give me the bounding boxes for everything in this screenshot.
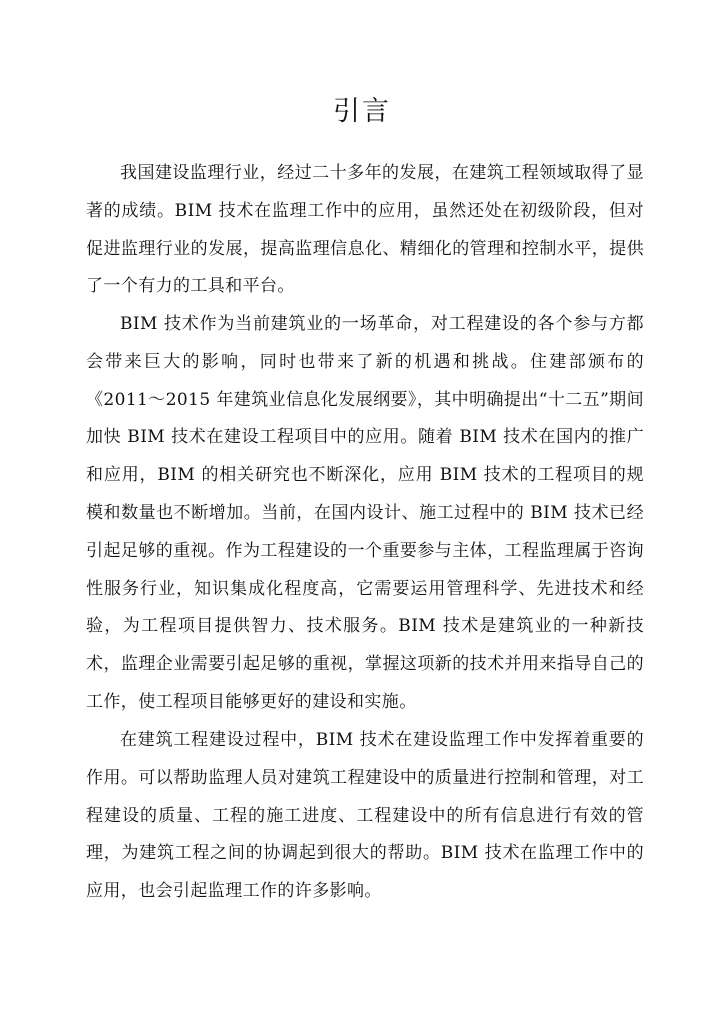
paragraph-1: 我国建设监理行业，经过二十多年的发展，在建筑工程领域取得了显著的成绩。BIM 技术在监理工作中的应用，虽然还处在初级阶段，但对促进监理行业的发展，提高监理信息化、精细化的管理和控制水平，提供了一个有力的工具和平台。 <box>86 163 644 297</box>
paragraph-3: 在建筑工程建设过程中，BIM 技术在建设监理工作中发挥着重要的作用。可以帮助监理人员对建筑工程建设中的质量进行控制和管理，对工程建设的质量、工程的施工进度、工程建设中的所有信息进行有效的管理，为建筑工程之间的协调起到很大的帮助。BIM 技术在监理工作中的应用，也会引起监理工作的许多影响。 <box>86 730 644 902</box>
paragraph-2: BIM 技术作为当前建筑业的一场革命，对工程建设的各个参与方都会带来巨大的影响，同时也带来了新的机遇和挑战。住建部颁布的《2011～2015 年建筑业信息化发展纲要》，其中明确提出“十二五”期间加快 BIM 技术在建设工程项目中的应用。随着 BIM 技术在国内的推广和应用，BIM 的相关研究也不断深化，应用 BIM 技术的工程项目的规模和数量也不断增加。当前，在国内设计、施工过程中的 BIM 技术已经引起足够的重视。作为工程建设的一个重要参与主体，工程监理属于咨询性服务行业，知识集成化程度高，它需要运用管理科学、先进技术和经验，为工程项目提供智力、技术服务。BIM 技术是建筑业的一种新技术，监理企业需要引起足够的重视，掌握这项新的技术并用来指导自己的工作，使工程项目能够更好的建设和实施。 <box>86 314 644 712</box>
page-title: 引言 <box>333 96 391 127</box>
